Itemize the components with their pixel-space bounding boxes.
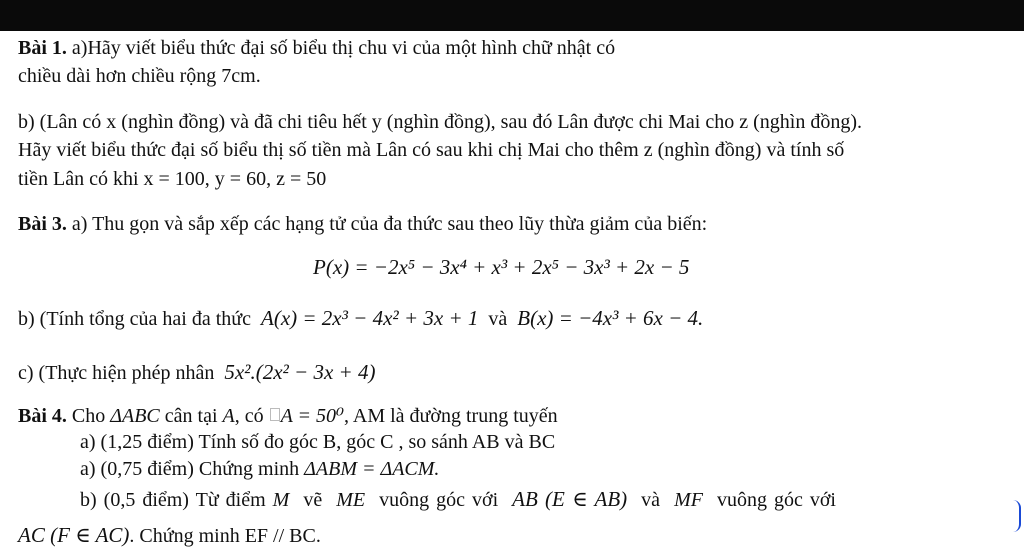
point-m: M: [272, 489, 290, 511]
vertex-a: A: [222, 405, 235, 427]
b3-b-text: b) (Tính tổng của hai đa thức: [18, 308, 251, 330]
cond-f-on-ac: AC (F ∈ AC): [18, 523, 130, 547]
segment-mf: MF: [674, 489, 703, 511]
b3-c-text: c) (Thực hiện phép nhân: [18, 362, 215, 384]
poly-B: B(x) = −4x³ + 6x − 4.: [517, 306, 704, 330]
poly-P: P(x) = −2x⁵ − 3x⁴ + x³ + 2x⁵ − 3x³ + 2x − 5: [313, 255, 690, 279]
b4-item-2-text: a) (0,75 điểm) Chứng minh: [80, 458, 300, 480]
b4-item-3-text: b) (0,5 điểm) Từ điểm: [80, 489, 266, 511]
b3-heading: Bài 3.: [18, 213, 67, 235]
b4-last-line: [18, 523, 321, 548]
b1-line-a2: chiều dài hơn chiều rộng 7cm.: [18, 65, 261, 87]
b4-intro-4: , AM là đường trung tuyến: [344, 405, 558, 427]
b4-item-2: [80, 457, 439, 481]
b1-line-a1: [18, 36, 615, 60]
b4-intro-1: Cho: [66, 405, 106, 427]
angle-a: A = 50⁰: [280, 405, 344, 427]
poly-A: A(x) = 2x³ − 4x² + 3x + 1: [261, 306, 479, 330]
vuong-goc-2: vuông góc với: [716, 489, 836, 511]
cond-e-on-ab: AB (E ∈ AB): [512, 487, 628, 511]
b1-line-b3: tiền Lân có khi x = 100, y = 60, z = 50: [18, 168, 327, 190]
top-black-bar: [0, 0, 1024, 31]
word-ve: vẽ: [303, 489, 323, 511]
b1-line-b2: Hãy viết biểu thức đại số biểu thị số tiền mà Lân có sau khi chị Mai cho thêm z (nghìn đồng) và tính số: [18, 139, 845, 161]
blue-bracket-mark: [1013, 500, 1021, 532]
b3-a-text: a) Thu gọn và sắp xếp các hạng tử của đa thức sau theo lũy thừa giảm của biến:: [66, 213, 708, 235]
b3-line-b: [18, 306, 703, 331]
and-word: và: [488, 308, 508, 330]
b4-item-3: [80, 487, 836, 512]
b1-line-b1: b) (Lân có x (nghìn đồng) và đã chi tiêu hết y (nghìn đồng), sau đó Lân được chi Mai cho z (nghìn đồng).: [18, 111, 862, 133]
word-va: và: [641, 489, 661, 511]
b4-last-text: . Chứng minh EF // BC.: [129, 525, 321, 547]
b3-line-c: [18, 360, 375, 385]
product-expr: 5x².(2x² − 3x + 4): [224, 360, 376, 384]
b4-intro-3: , có: [234, 405, 264, 427]
segment-me: ME: [336, 489, 366, 511]
b4-heading: Bài 4.: [18, 405, 67, 427]
vuong-goc-1: vuông góc với: [379, 489, 499, 511]
b1-heading: Bài 1.: [18, 37, 67, 59]
b1-a-text-1: a)Hãy viết biểu thức đại số biểu thị chu vi của một hình chữ nhật có: [66, 37, 616, 59]
b4-intro-2: cân tại: [164, 405, 218, 427]
b4-line-intro: [18, 404, 558, 428]
b4-item-1: a) (1,25 điểm) Tính số đo góc B, góc C , so sánh AB và BC: [80, 431, 556, 453]
missing-glyph-box: [270, 408, 280, 421]
b3-line-a: [18, 212, 707, 236]
triangle-abc: ΔABC: [110, 405, 160, 427]
b4-item-2-math: ΔABM = ΔACM.: [304, 458, 440, 480]
